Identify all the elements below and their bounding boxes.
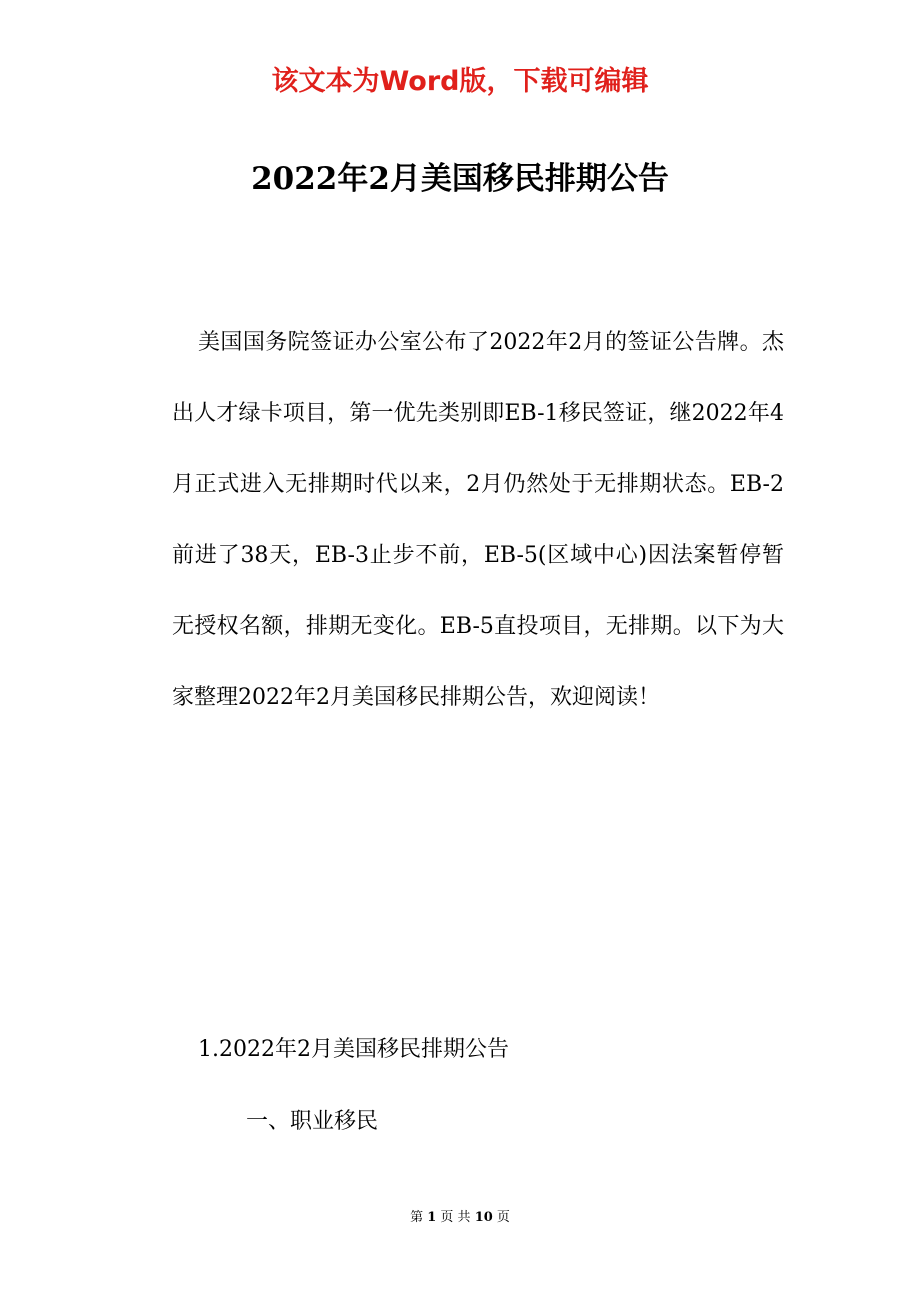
download-banner: 该文本为Word版，下载可编辑	[271, 66, 649, 97]
document-title: 2022年2月美国移民排期公告	[251, 161, 669, 197]
footer-prefix: 第	[410, 1210, 424, 1225]
footer-page-number: 1	[427, 1210, 437, 1225]
footer-total-pages: 10	[474, 1210, 493, 1225]
sub-heading: 一、职业移民	[246, 1109, 379, 1134]
footer-middle: 页 共	[440, 1210, 471, 1225]
intro-paragraph: 美国国务院签证办公室公布了2022年2月的签证公告牌。杰出人才绿卡项目，第一优先类别即EB-1移民签证，继2022年4月正式进入无排期时代以来，2月仍然处于无排期状态。EB-2前进了38天，EB-3止步不前，EB-5(区域中心)因法案暂停暂无授权名额，排期无变化。EB-5直投项目，无排期。以下为大家整理2022年2月美国移民排期公告，欢迎阅读！	[172, 330, 784, 710]
section-heading: 1.2022年2月美国移民排期公告	[198, 1037, 509, 1062]
footer-suffix: 页	[496, 1210, 510, 1225]
page-footer	[0, 1208, 920, 1228]
